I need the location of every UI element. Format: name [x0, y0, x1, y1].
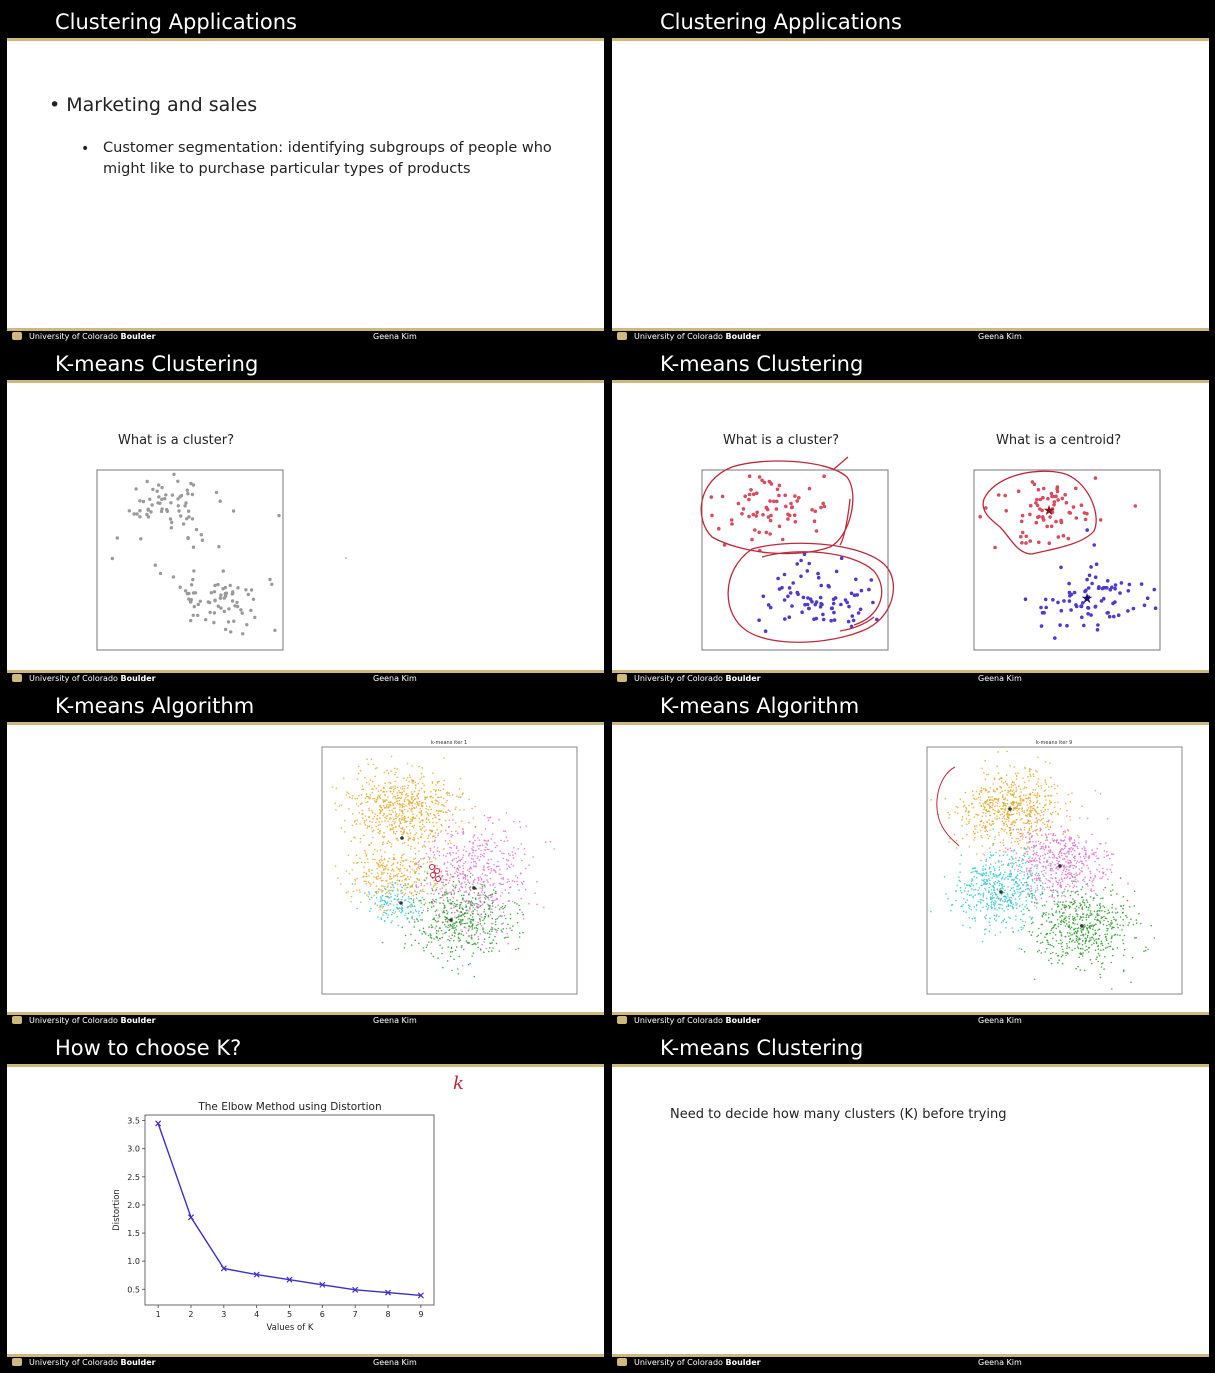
- university-name: University of Colorado: [634, 1358, 723, 1367]
- y-tick-label: 1.5: [127, 1229, 140, 1239]
- slide-1: [7, 7, 604, 342]
- author-name: Geena Kim: [978, 332, 1022, 341]
- elbow-chart: [7, 1033, 604, 1368]
- body-text: Need to decide how many clusters (K) before trying: [670, 1107, 1007, 1122]
- slide-footer: [612, 328, 1209, 342]
- y-tick-label: 2.5: [127, 1172, 140, 1182]
- bullet-label: Marketing and sales: [66, 94, 258, 116]
- x-tick-label: 1: [155, 1310, 161, 1319]
- university-bold: Boulder: [120, 332, 156, 341]
- blue-centroid-star-icon: ★: [1080, 591, 1094, 607]
- x-tick-label: 6: [319, 1310, 325, 1319]
- slide-title: Clustering Applications: [55, 10, 297, 34]
- university-name: University of Colorado: [634, 332, 723, 341]
- bullet-text: • Marketing and sales: [49, 94, 258, 116]
- slide-footer: [612, 670, 1209, 684]
- plot-frame-right: [974, 470, 1160, 650]
- university-name: University of Colorado: [29, 332, 118, 341]
- kmeans-points: [332, 756, 555, 978]
- slide-title: K-means Algorithm: [55, 694, 255, 718]
- y-tick-label: 3.0: [127, 1144, 140, 1154]
- gray-scatter-plot: [7, 349, 604, 684]
- slide-7: [7, 1033, 604, 1368]
- cu-logo-icon: [12, 1358, 22, 1366]
- slide-title: K-means Algorithm: [660, 694, 860, 718]
- chart-marks: [127, 1117, 423, 1319]
- slide-6: [612, 691, 1209, 1026]
- university-bold: Boulder: [120, 1016, 156, 1025]
- x-axis-label: Values of K: [266, 1323, 314, 1333]
- gray-points: [111, 473, 281, 636]
- x-tick-label: 8: [385, 1310, 391, 1319]
- cu-logo-icon: [617, 674, 627, 682]
- y-axis-label: Distortion: [112, 1189, 122, 1231]
- centroid-question: What is a centroid?: [996, 433, 1122, 448]
- university-bold: Boulder: [725, 1016, 761, 1025]
- slide-footer: [7, 670, 604, 684]
- author-name: Geena Kim: [373, 1016, 417, 1025]
- author-name: Geena Kim: [978, 1016, 1022, 1025]
- x-tick-label: 4: [254, 1310, 260, 1319]
- university-bold: Boulder: [120, 1358, 156, 1367]
- slide-2: [612, 7, 1209, 342]
- university-name: University of Colorado: [634, 674, 723, 683]
- slide-8: [612, 1033, 1209, 1368]
- cu-logo-icon: [12, 332, 22, 340]
- slide-footer: [612, 1012, 1209, 1026]
- university-bold: Boulder: [725, 1358, 761, 1367]
- y-tick-label: 2.0: [127, 1200, 140, 1210]
- slide-footer: [612, 1354, 1209, 1368]
- slide-title: Clustering Applications: [660, 10, 902, 34]
- colored-scatter-plots: [612, 349, 1209, 684]
- university-name: University of Colorado: [29, 1358, 118, 1367]
- university-name: University of Colorado: [29, 674, 118, 683]
- kmeans-points: [930, 751, 1155, 990]
- kmeans-iter-1-plot: [7, 691, 604, 1026]
- university-name: University of Colorado: [29, 1016, 118, 1025]
- chart-title: The Elbow Method using Distortion: [198, 1101, 382, 1113]
- y-tick-label: 0.5: [127, 1285, 140, 1295]
- y-tick-label: 3.5: [127, 1116, 140, 1126]
- cluster-question: What is a cluster?: [723, 433, 840, 448]
- kmeans-iter-9-plot: [612, 691, 1209, 1026]
- author-name: Geena Kim: [978, 674, 1022, 683]
- x-tick-label: 2: [188, 1310, 194, 1319]
- cu-logo-icon: [617, 1358, 627, 1366]
- slide-title: K-means Clustering: [660, 1036, 864, 1060]
- slide-3: [7, 349, 604, 684]
- slide-title: K-means Clustering: [55, 352, 259, 376]
- university-bold: Boulder: [725, 674, 761, 683]
- slide-header: [612, 7, 1209, 41]
- slide-4: [612, 349, 1209, 684]
- red-centroid-star-icon: ★: [1042, 503, 1056, 519]
- university-bold: Boulder: [725, 332, 761, 341]
- author-name: Geena Kim: [373, 332, 417, 341]
- slide-title: K-means Clustering: [660, 352, 864, 376]
- author-name: Geena Kim: [373, 1358, 417, 1367]
- plot-title: k-means iter 1: [430, 740, 468, 746]
- cu-logo-icon: [617, 1016, 627, 1024]
- cluster-question: What is a cluster?: [118, 433, 235, 448]
- x-tick-label: 3: [221, 1310, 227, 1319]
- y-tick-label: 1.0: [127, 1257, 140, 1267]
- ink-annotation-k: k: [453, 1073, 464, 1094]
- sub-bullet-marker: •: [81, 141, 90, 157]
- plot-title: k-means iter 9: [1035, 740, 1073, 746]
- x-tick-label: 5: [286, 1310, 293, 1319]
- slide-title: How to choose K?: [55, 1036, 242, 1060]
- cluster-points-right: [978, 476, 1157, 640]
- slide-footer: [7, 1012, 604, 1026]
- slide-footer: [7, 1354, 604, 1368]
- slide-5: [7, 691, 604, 1026]
- sub-bullet-line-2: might like to purchase particular types of products: [103, 161, 471, 177]
- plot-frame: [97, 470, 283, 650]
- author-name: Geena Kim: [978, 1358, 1022, 1367]
- cu-logo-icon: [12, 1016, 22, 1024]
- plot-frame: [322, 747, 577, 994]
- series-line: [158, 1123, 421, 1295]
- x-tick-label: 7: [352, 1310, 358, 1319]
- cu-logo-icon: [12, 674, 22, 682]
- author-name: Geena Kim: [373, 674, 417, 683]
- slide-header: [612, 1033, 1209, 1067]
- sub-bullet-line-1: Customer segmentation: identifying subgroups of people who: [103, 140, 552, 156]
- slide-header: [7, 7, 604, 41]
- slide-footer: [7, 328, 604, 342]
- x-tick-label: 9: [418, 1310, 424, 1319]
- university-bold: Boulder: [120, 674, 156, 683]
- cu-logo-icon: [617, 332, 627, 340]
- university-name: University of Colorado: [634, 1016, 723, 1025]
